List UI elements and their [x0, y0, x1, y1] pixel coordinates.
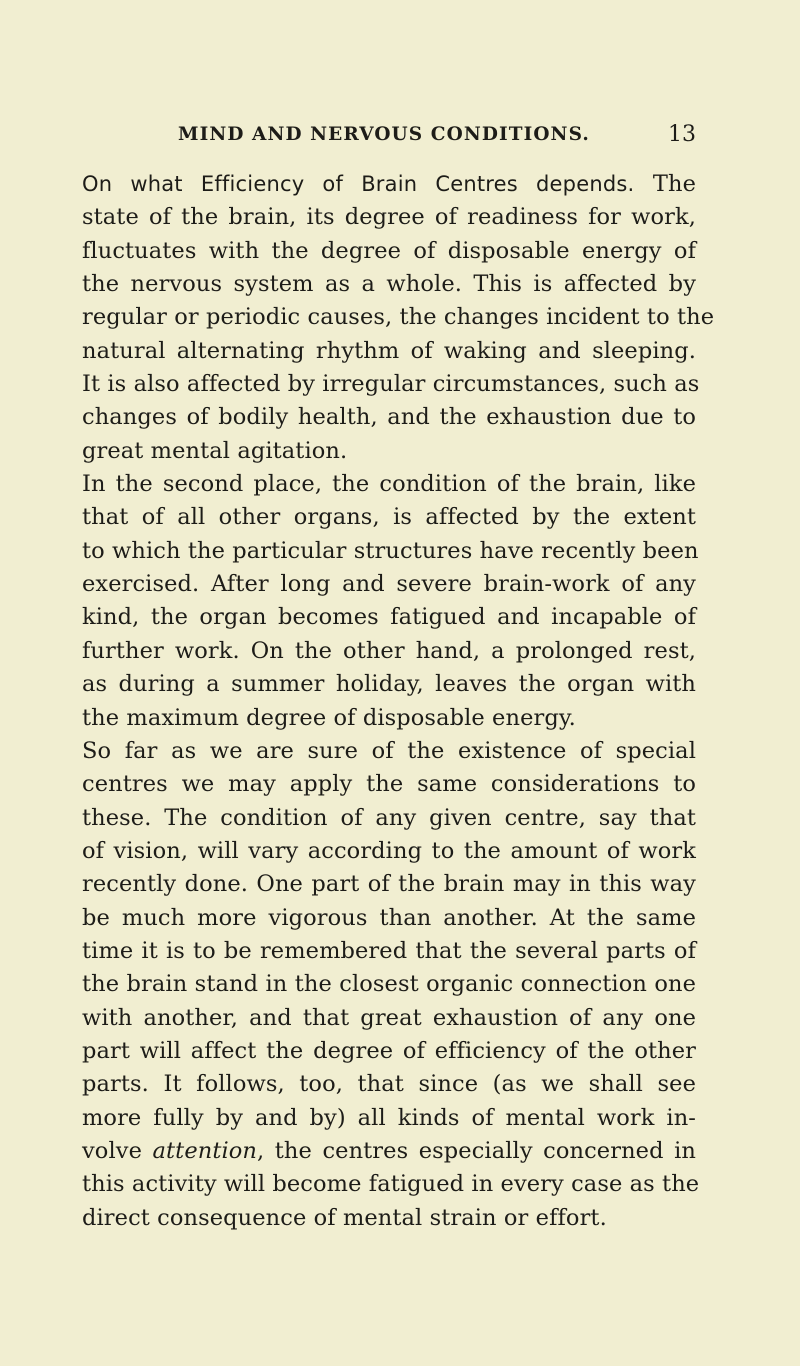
- text-line: parts. It follows, too, that since (as we shall see: [82, 1071, 696, 1098]
- text-line: with another, and that great exhaustion of any one: [82, 1004, 696, 1031]
- line-text: , the centres especially concerned in: [257, 1137, 696, 1164]
- text-line: of vision, will vary according to the amount of work: [82, 837, 696, 864]
- text-line: exercised. After long and severe brain-work of any: [82, 571, 696, 598]
- text-line: fluctuates with the degree of disposable energy of: [82, 237, 696, 264]
- text-line: time it is to be remembered that the several parts of: [82, 937, 696, 964]
- line-text: volve: [82, 1137, 153, 1164]
- text-line: recently done. One part of the brain may in this way: [82, 871, 696, 898]
- text-line: the nervous system as a whole. This is affected by: [82, 271, 696, 298]
- text-line: centres we may apply the same considerations to: [82, 771, 696, 798]
- text-line: that of all other organs, is affected by the extent: [82, 504, 696, 531]
- text-line: great mental agitation.: [82, 437, 348, 464]
- text-line: more fully by and by) all kinds of mental work in-: [82, 1104, 696, 1131]
- text-line: natural alternating rhythm of waking and sleeping.: [82, 337, 696, 364]
- text-line: kind, the organ becomes fatigued and incapable of: [82, 604, 696, 631]
- text-line: to which the particular structures have recently been: [82, 537, 699, 564]
- text-line: the maximum degree of disposable energy.: [82, 704, 576, 731]
- text-line: part will affect the degree of efficiency of the other: [82, 1037, 696, 1064]
- text-line: So far as we are sure of the existence of special: [82, 737, 696, 764]
- body-text: [82, 168, 715, 1235]
- text-line: state of the brain, its degree of readiness for work,: [82, 204, 696, 231]
- text-line: [82, 168, 696, 201]
- running-head: MIND AND NERVOUS CONDITIONS.: [178, 124, 590, 145]
- text-line: be much more vigorous than another. At the same: [82, 904, 696, 931]
- text-line: as during a summer holiday, leaves the organ with: [82, 671, 696, 698]
- text-line: direct consequence of mental strain or effort.: [82, 1204, 607, 1231]
- text-line: further work. On the other hand, a prolonged rest,: [82, 637, 696, 664]
- page-number: 13: [668, 122, 696, 147]
- emphasized-word: attention: [152, 1137, 257, 1164]
- text-line: this activity will become fatigued in every case as the: [82, 1171, 700, 1198]
- page-header: [168, 124, 696, 164]
- text-line: the brain stand in the closest organic connection one: [82, 971, 696, 998]
- text-line: It is also affected by irregular circumstances, such as: [82, 371, 700, 398]
- text-line: these. The condition of any given centre, say that: [82, 804, 696, 831]
- text-line: [82, 1135, 696, 1168]
- text-line: In the second place, the condition of the brain, like: [82, 471, 696, 498]
- line-text: The: [634, 171, 696, 197]
- text-line: regular or periodic causes, the changes incident to the: [82, 304, 715, 331]
- text-line: changes of bodily health, and the exhaustion due to: [82, 404, 696, 431]
- section-heading: On what Efficiency of Brain Centres depends.: [82, 172, 635, 196]
